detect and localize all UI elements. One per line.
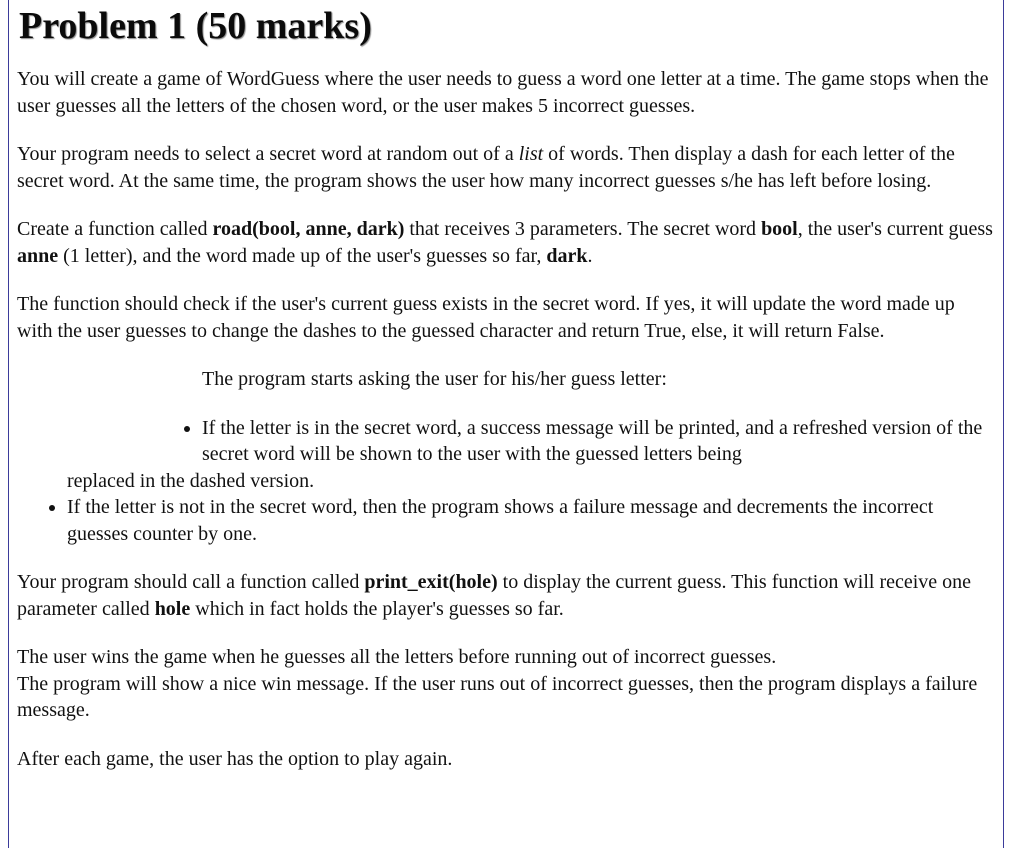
text: which in fact holds the player's guesses so far. bbox=[190, 597, 564, 620]
paragraph-win-condition bbox=[17, 644, 995, 724]
text: Your program should call a function called bbox=[17, 571, 365, 593]
document-page bbox=[8, 0, 1004, 848]
param-bool: bool bbox=[761, 218, 798, 240]
text: The program will show a nice win message. If the user runs out of incorrect guesses, then the program displays a failure message. bbox=[17, 672, 978, 721]
param-anne: anne bbox=[17, 244, 59, 267]
param-dark: dark bbox=[546, 244, 588, 267]
function-signature-print-exit: print_exit(hole) bbox=[364, 571, 498, 593]
list-item-success bbox=[67, 415, 995, 495]
text: The user wins the game when he guesses all the letters before running out of incorrect guesses. bbox=[17, 646, 777, 668]
paragraph-program-start: The program starts asking the user for his/her guess letter: bbox=[202, 368, 667, 390]
text: , the user's current guess bbox=[797, 218, 993, 240]
paragraph-play-again: After each game, the user has the option to play again. bbox=[17, 747, 453, 770]
paragraph-secret-word bbox=[17, 141, 995, 194]
list-item-failure: • If the letter is not in the secret word, then the program shows a failure message and decrements the incorrect guesses counter by one. bbox=[67, 494, 995, 547]
text: . bbox=[587, 244, 593, 267]
paragraph-function-road bbox=[17, 216, 995, 269]
problem-title: Problem 1 (50 marks) bbox=[19, 5, 372, 47]
guess-rules-list bbox=[17, 415, 995, 548]
text: to display the current guess. This function will receive one parameter called bbox=[17, 571, 972, 620]
text: of words. Then display a dash for each letter of the secret word. At the same time, the program shows the user how many incorrect guesses s/he has left before losing. bbox=[17, 143, 955, 192]
text: that receives 3 parameters. The secret word bbox=[404, 218, 762, 240]
text: replaced in the dashed version. bbox=[67, 469, 315, 492]
text: Your program needs to select a secret word at random out of a bbox=[17, 143, 519, 165]
text: If the letter is in the secret word, a success message will be printed, and a refreshed version of the secret word will be shown to the user with the guessed letters being bbox=[202, 416, 983, 465]
italic-list: list bbox=[518, 143, 544, 165]
param-hole: hole bbox=[154, 597, 191, 620]
paragraph-function-behavior: The function should check if the user's current guess exists in the secret word. If yes, it will update the word made up with the user guesses to change the dashes to the guessed character and return True, else, it will return False. bbox=[17, 293, 955, 342]
text: (1 letter), and the word made up of the user's guesses so far, bbox=[58, 244, 547, 267]
text: Create a function called bbox=[17, 218, 213, 240]
paragraph-intro: You will create a game of WordGuess where the user needs to guess a word one letter at a time. The game stops when the user guesses all the letters of the chosen word, or the user makes 5 incorrect guesses. bbox=[17, 68, 989, 117]
paragraph-print-exit bbox=[17, 569, 995, 622]
function-signature-road: road(bool, anne, dark) bbox=[212, 218, 405, 240]
